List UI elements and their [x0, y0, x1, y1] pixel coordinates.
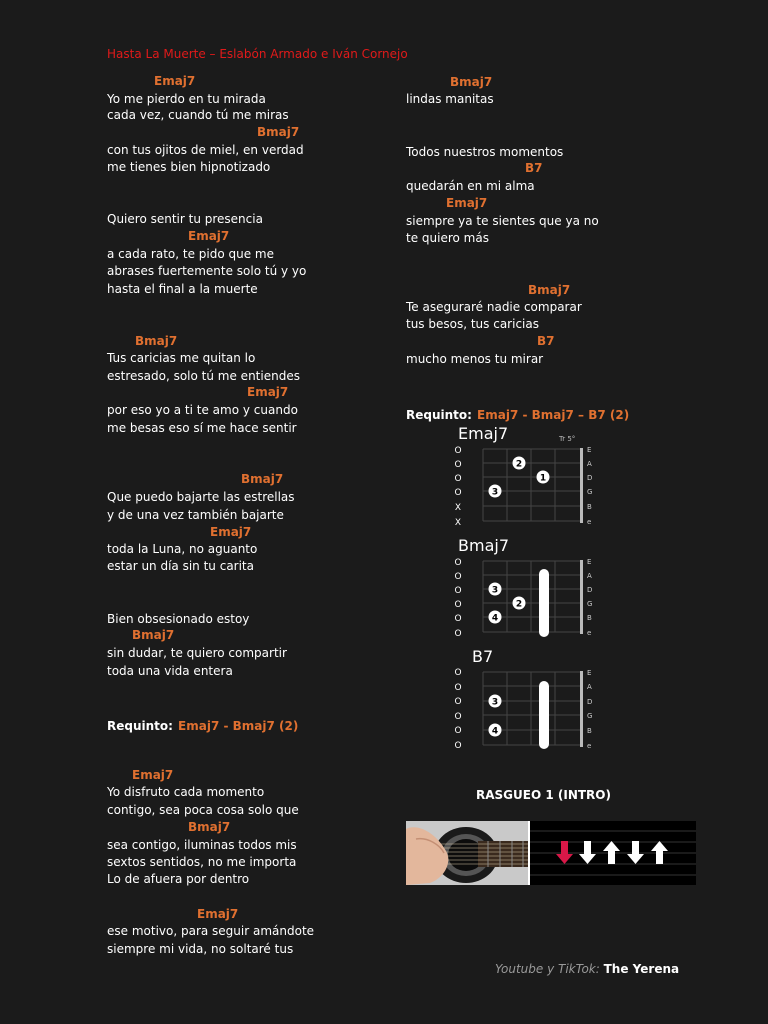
chord-label: B7 [525, 161, 543, 175]
chord-diagram-emaj7 [448, 420, 608, 530]
open-string-mark: O [454, 600, 462, 610]
lyric-line: Que puedo bajarte las estrellas [107, 490, 295, 504]
nut-bar [580, 560, 583, 634]
lyric-line: Tus caricias me quitan lo [107, 351, 256, 365]
string-name: D [587, 474, 593, 482]
chord-label: Bmaj7 [450, 75, 493, 89]
lyric-line: con tus ojitos de miel, en verdad [107, 143, 304, 157]
footer-credit [495, 962, 679, 976]
lyric-line: siempre ya te sientes que ya no [406, 214, 599, 228]
lyric-line: sextos sentidos, no me importa [107, 855, 297, 869]
requinto-label: Requinto: [107, 719, 173, 733]
string-name: D [587, 698, 593, 706]
lyric-line: y de una vez también bajarte [107, 508, 284, 522]
open-string-mark: O [454, 558, 462, 568]
chord-label: Bmaj7 [135, 334, 178, 348]
string-name: B [587, 503, 592, 511]
chord-label: Emaj7 [210, 525, 252, 539]
muted-string-mark: X [454, 518, 462, 528]
lyric-line: hasta el final a la muerte [107, 282, 258, 296]
lyric-line: lindas manitas [406, 92, 494, 106]
strum-pattern-title: RASGUEO 1 (INTRO) [476, 788, 611, 802]
chord-label: Bmaj7 [528, 283, 571, 297]
open-string-mark: O [454, 572, 462, 582]
lyric-line: quedarán en mi alma [406, 179, 535, 193]
lyric-line: estar un día sin tu carita [107, 559, 254, 573]
lyric-line: me besas eso sí me hace sentir [107, 421, 297, 435]
fret-position-label: Tr 5° [559, 435, 576, 443]
string-name: B [587, 614, 592, 622]
lyric-line: por eso yo a ti te amo y cuando [107, 403, 298, 417]
footer-label: Youtube y TikTok: [495, 962, 600, 976]
finger-number: 2 [515, 459, 523, 470]
strum-pattern-banner [406, 821, 696, 885]
chord-label: B7 [537, 334, 555, 348]
requinto-label: Requinto: [406, 408, 472, 422]
string-name: e [587, 518, 592, 526]
lyric-line: me tienes bien hipnotizado [107, 160, 271, 174]
chord-label: Bmaj7 [132, 628, 175, 642]
lyric-line: Todos nuestros momentos [406, 145, 564, 159]
string-name: G [587, 600, 593, 608]
open-string-mark: O [454, 460, 462, 470]
chord-label: Emaj7 [154, 74, 196, 88]
open-string-mark: O [454, 712, 462, 722]
fretboard-grid [483, 449, 581, 521]
lyric-line: abrases fuertemente solo tú y yo [107, 264, 307, 278]
finger-number: 4 [491, 613, 499, 624]
lyric-line: toda una vida entera [107, 664, 233, 678]
string-name: G [587, 488, 593, 496]
lyric-line: tus besos, tus caricias [406, 317, 539, 331]
chord-label: Emaj7 [197, 907, 239, 921]
finger-number: 3 [491, 585, 499, 596]
string-name: A [587, 460, 592, 468]
lyric-line: Lo de afuera por dentro [107, 872, 250, 886]
open-string-mark: O [454, 446, 462, 456]
lyric-line: Quiero sentir tu presencia [107, 212, 263, 226]
open-string-mark: O [454, 586, 462, 596]
requinto-line [107, 715, 298, 734]
lyric-line: estresado, solo tú me entiendes [107, 369, 300, 383]
lyric-line: Bien obsesionado estoy [107, 612, 250, 626]
finger-number: 4 [491, 726, 499, 737]
finger-number: 3 [491, 487, 499, 498]
nut-bar [580, 671, 583, 747]
barre-bar [539, 569, 549, 637]
footer-channel-name: The Yerena [603, 962, 680, 976]
lyric-line: siempre mi vida, no soltaré tus [107, 942, 294, 956]
string-name: G [587, 712, 593, 720]
diagram-chord-name: Emaj7 [458, 424, 509, 443]
lyric-line: Te aseguraré nadie comparar [406, 300, 582, 314]
lyric-line: mucho menos tu mirar [406, 352, 544, 366]
diagram-chord-name: Bmaj7 [458, 536, 509, 555]
lyric-line: te quiero más [406, 231, 489, 245]
requinto-chords: Emaj7 - Bmaj7 – B7 (2) [477, 408, 630, 422]
muted-string-mark: X [454, 503, 462, 513]
diagram-chord-name: B7 [472, 647, 494, 666]
finger-number: 1 [539, 473, 547, 484]
finger-number: 2 [515, 599, 523, 610]
chord-diagram-b7 [448, 644, 608, 754]
lyric-line: a cada rato, te pido que me [107, 247, 274, 261]
lyric-line: sin dudar, te quiero compartir [107, 646, 287, 660]
lyric-line: sea contigo, iluminas todos mis [107, 838, 297, 852]
chord-label: Emaj7 [188, 229, 230, 243]
string-name: D [587, 586, 593, 594]
chord-label: Bmaj7 [257, 125, 300, 139]
chord-diagram-bmaj7 [448, 533, 608, 643]
string-name: E [587, 558, 592, 566]
open-string-mark: O [454, 614, 462, 624]
chord-label: Emaj7 [446, 196, 488, 210]
song-title: Hasta La Muerte – Eslabón Armado e Iván Cornejo [107, 47, 408, 61]
lyric-line: Yo disfruto cada momento [107, 785, 265, 799]
string-name: A [587, 572, 592, 580]
string-name: E [587, 446, 592, 454]
open-string-mark: O [454, 488, 462, 498]
string-name: E [587, 669, 592, 677]
open-string-mark: O [454, 629, 462, 639]
lyric-line: cada vez, cuando tú me miras [107, 108, 289, 122]
requinto-chords: Emaj7 - Bmaj7 (2) [178, 719, 299, 733]
open-string-mark: O [454, 726, 462, 736]
chord-label: Emaj7 [132, 768, 174, 782]
lyric-line: toda la Luna, no aguanto [107, 542, 258, 556]
lyric-line: ese motivo, para seguir amándote [107, 924, 315, 938]
barre-bar [539, 681, 549, 749]
finger-number: 3 [491, 697, 499, 708]
string-name: A [587, 683, 592, 691]
string-name: e [587, 629, 592, 637]
string-name: e [587, 742, 592, 750]
string-name: B [587, 727, 592, 735]
open-string-mark: O [454, 697, 462, 707]
open-string-mark: O [454, 474, 462, 484]
open-string-mark: O [454, 668, 462, 678]
banner-divider [528, 821, 530, 885]
open-string-mark: O [454, 683, 462, 693]
open-string-mark: O [454, 741, 462, 751]
nut-bar [580, 448, 583, 523]
chord-label: Bmaj7 [188, 820, 231, 834]
lyric-line: contigo, sea poca cosa solo que [107, 803, 299, 817]
chord-label: Bmaj7 [241, 472, 284, 486]
chord-label: Emaj7 [247, 385, 289, 399]
lyric-line: Yo me pierdo en tu mirada [107, 92, 266, 106]
guitar-photo [406, 821, 528, 885]
